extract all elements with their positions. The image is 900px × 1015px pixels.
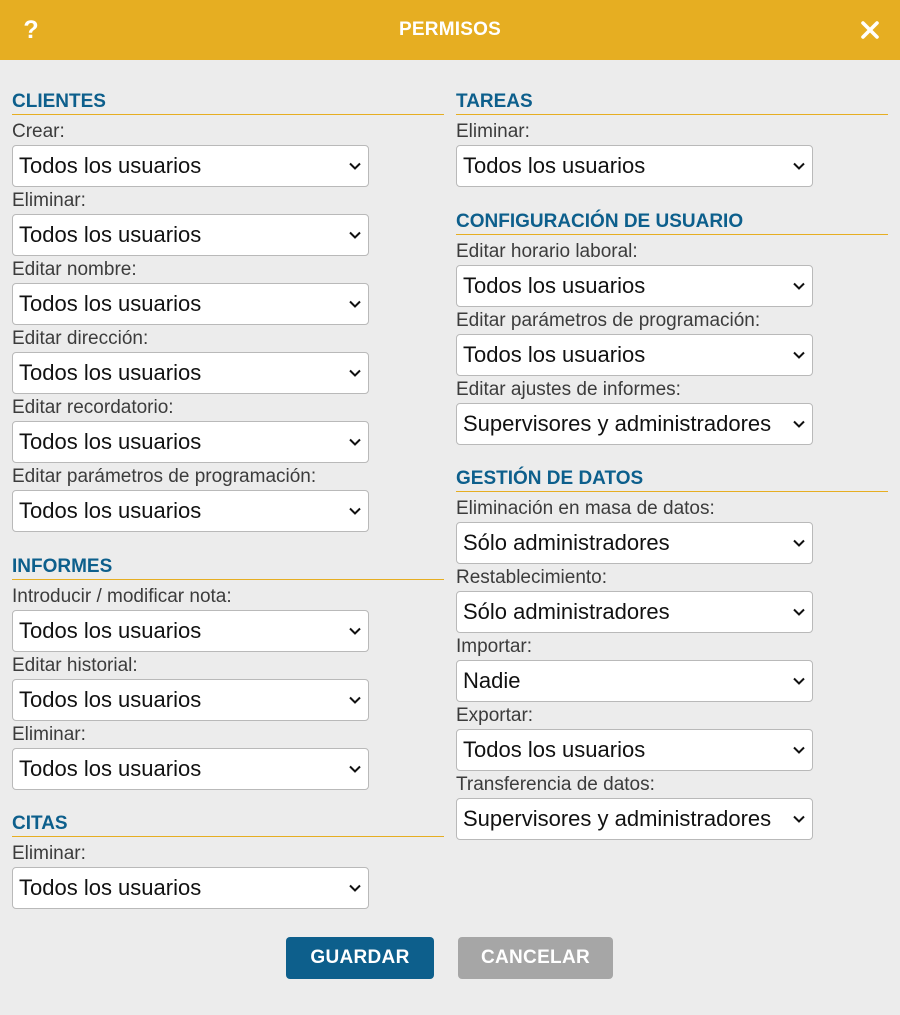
- field-label: Eliminar:: [12, 724, 86, 745]
- select-config-informes[interactable]: [456, 403, 813, 445]
- field-citas-eliminar: [12, 837, 444, 906]
- field-clientes-editar-direccion: [12, 322, 444, 391]
- save-button[interactable]: GUARDAR: [286, 937, 434, 979]
- field-clientes-editar-recordatorio: [12, 391, 444, 460]
- chevron-down-icon: [792, 743, 806, 757]
- section-title-gestion-datos: GESTIÓN DE DATOS: [456, 467, 888, 492]
- chevron-down-icon: [348, 297, 362, 311]
- field-datos-eliminacion: [456, 492, 888, 561]
- chevron-down-icon: [792, 536, 806, 550]
- section-gestion-datos: [456, 467, 888, 837]
- select-datos-exportar[interactable]: [456, 729, 813, 771]
- select-value: Todos los usuarios: [463, 153, 646, 178]
- field-label: Crear:: [12, 121, 65, 142]
- section-config-usuario: [456, 210, 888, 442]
- chevron-down-icon: [348, 366, 362, 380]
- chevron-down-icon: [792, 605, 806, 619]
- field-clientes-editar-nombre: [12, 253, 444, 322]
- chevron-down-icon: [348, 624, 362, 638]
- field-clientes-editar-parametros: [12, 460, 444, 529]
- section-informes: [12, 555, 444, 787]
- select-clientes-editar-direccion[interactable]: [12, 352, 369, 394]
- field-clientes-eliminar: [12, 184, 444, 253]
- field-label: Editar recordatorio:: [12, 397, 174, 418]
- select-value: Supervisores y administradores: [463, 806, 772, 831]
- select-citas-eliminar[interactable]: [12, 867, 369, 909]
- select-value: Todos los usuarios: [19, 360, 202, 385]
- field-datos-transferencia: [456, 768, 888, 837]
- select-clientes-crear[interactable]: [12, 145, 369, 187]
- field-datos-exportar: [456, 699, 888, 768]
- select-clientes-eliminar[interactable]: [12, 214, 369, 256]
- close-icon[interactable]: [856, 16, 884, 44]
- field-label: Editar dirección:: [12, 328, 149, 349]
- help-icon[interactable]: ?: [23, 16, 39, 44]
- select-datos-eliminacion[interactable]: [456, 522, 813, 564]
- field-label: Editar horario laboral:: [456, 241, 638, 262]
- field-label: Eliminar:: [12, 190, 86, 211]
- chevron-down-icon: [348, 762, 362, 776]
- section-title-citas: CITAS: [12, 812, 444, 837]
- field-label: Exportar:: [456, 705, 534, 726]
- section-tareas: [456, 90, 888, 184]
- select-value: Todos los usuarios: [19, 756, 202, 781]
- chevron-down-icon: [792, 159, 806, 173]
- chevron-down-icon: [348, 881, 362, 895]
- select-value: Todos los usuarios: [463, 737, 646, 762]
- dialog-header: [0, 0, 900, 60]
- field-label: Restablecimiento:: [456, 567, 608, 588]
- select-value: Todos los usuarios: [19, 498, 202, 523]
- select-value: Supervisores y administradores: [463, 411, 772, 436]
- select-value: Todos los usuarios: [19, 618, 202, 643]
- chevron-down-icon: [792, 417, 806, 431]
- dialog-title: PERMISOS: [399, 19, 501, 40]
- select-value: Todos los usuarios: [463, 342, 646, 367]
- chevron-down-icon: [348, 228, 362, 242]
- select-value: Todos los usuarios: [19, 222, 202, 247]
- select-clientes-editar-nombre[interactable]: [12, 283, 369, 325]
- select-clientes-editar-parametros[interactable]: [12, 490, 369, 532]
- select-value: Todos los usuarios: [19, 875, 202, 900]
- select-config-parametros[interactable]: [456, 334, 813, 376]
- field-datos-restablecimiento: [456, 561, 888, 630]
- field-label: Eliminar:: [456, 121, 530, 142]
- field-label: Editar nombre:: [12, 259, 137, 280]
- select-value: Sólo administradores: [463, 599, 670, 624]
- field-informes-nota: [12, 580, 444, 649]
- field-label: Editar parámetros de programación:: [12, 466, 317, 487]
- field-datos-importar: [456, 630, 888, 699]
- chevron-down-icon: [348, 435, 362, 449]
- field-config-horario: [456, 235, 888, 304]
- section-title-clientes: CLIENTES: [12, 90, 444, 115]
- select-config-horario[interactable]: [456, 265, 813, 307]
- select-value: Todos los usuarios: [463, 273, 646, 298]
- field-label: Introducir / modificar nota:: [12, 586, 232, 607]
- select-datos-importar[interactable]: [456, 660, 813, 702]
- section-citas: [12, 812, 444, 906]
- chevron-down-icon: [348, 693, 362, 707]
- section-title-tareas: TAREAS: [456, 90, 888, 115]
- field-label: Eliminación en masa de datos:: [456, 498, 715, 519]
- section-title-config-usuario: CONFIGURACIÓN DE USUARIO: [456, 210, 888, 235]
- select-datos-transferencia[interactable]: [456, 798, 813, 840]
- select-informes-nota[interactable]: [12, 610, 369, 652]
- select-datos-restablecimiento[interactable]: [456, 591, 813, 633]
- chevron-down-icon: [792, 812, 806, 826]
- field-label: Transferencia de datos:: [456, 774, 655, 795]
- select-clientes-editar-recordatorio[interactable]: [12, 421, 369, 463]
- select-value: Sólo administradores: [463, 530, 670, 555]
- chevron-down-icon: [792, 674, 806, 688]
- field-config-informes: [456, 373, 888, 442]
- field-label: Editar parámetros de programación:: [456, 310, 761, 331]
- field-label: Editar historial:: [12, 655, 138, 676]
- select-value: Todos los usuarios: [19, 687, 202, 712]
- section-clientes: [12, 90, 444, 529]
- select-value: Nadie: [463, 668, 521, 693]
- field-clientes-crear: [12, 115, 444, 184]
- section-title-informes: INFORMES: [12, 555, 444, 580]
- chevron-down-icon: [792, 279, 806, 293]
- select-value: Todos los usuarios: [19, 429, 202, 454]
- select-informes-eliminar[interactable]: [12, 748, 369, 790]
- field-informes-historial: [12, 649, 444, 718]
- select-value: Todos los usuarios: [19, 153, 202, 178]
- chevron-down-icon: [348, 504, 362, 518]
- select-tareas-eliminar[interactable]: [456, 145, 813, 187]
- select-value: Todos los usuarios: [19, 291, 202, 316]
- field-label: Importar:: [456, 636, 533, 657]
- chevron-down-icon: [348, 159, 362, 173]
- field-config-parametros: [456, 304, 888, 373]
- field-tareas-eliminar: [456, 115, 888, 184]
- select-informes-historial[interactable]: [12, 679, 369, 721]
- chevron-down-icon: [792, 348, 806, 362]
- field-label: Eliminar:: [12, 843, 86, 864]
- cancel-button[interactable]: CANCELAR: [458, 937, 613, 979]
- field-label: Editar ajustes de informes:: [456, 379, 681, 400]
- field-informes-eliminar: [12, 718, 444, 787]
